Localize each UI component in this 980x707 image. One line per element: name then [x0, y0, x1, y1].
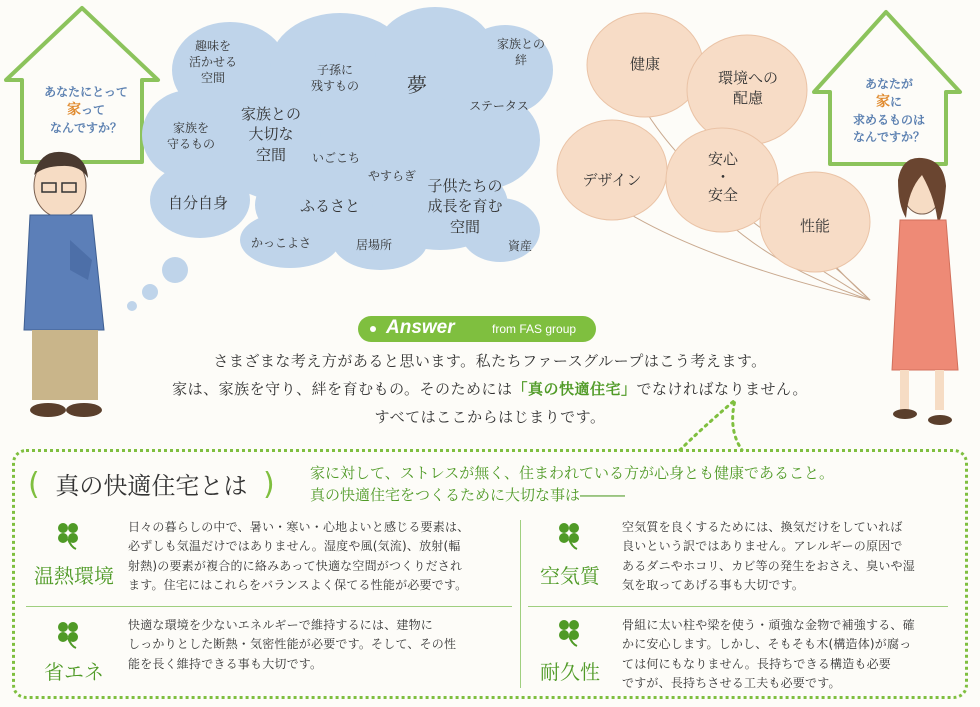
category-text-energy: 快適な環境を少ないエネルギーで維持するには、建物に しっかりとした断熱・気密性能が必要です。そして、その性 能を長く維持できる事も大切です。: [128, 618, 457, 671]
cloud-word-dream: 夢: [407, 73, 427, 97]
balloon-performance: 性能: [799, 217, 830, 235]
right-house-line4: なんですか？: [852, 130, 925, 145]
woman-figure: [892, 158, 958, 425]
grid-divider-v: [520, 520, 521, 688]
intro-line1: さまざまな考え方があると思います。私たちファースグループはこう考えます。: [213, 352, 767, 370]
right-house-highlight: 家: [875, 93, 890, 110]
section-title: [28, 466, 275, 502]
cloud-word-cool: かっこよさ: [250, 236, 311, 250]
cloud-word-asset: 資産: [507, 239, 532, 253]
balloon-design: デザイン: [582, 171, 642, 189]
cloud-word-family-space: 家族との 大切な 空間: [240, 105, 301, 164]
right-house-line3: 求めるものは: [852, 113, 925, 128]
right-house-question: [836, 76, 942, 146]
category-name-energy: 省エネ: [44, 660, 104, 684]
balloon-health: 健康: [629, 55, 660, 73]
section-desc2: 真の快適住宅をつくるために大切な事は―――: [310, 486, 626, 504]
answer-label: Answer: [386, 317, 455, 338]
right-house-line2: に: [889, 94, 902, 109]
intro-line2: [170, 378, 810, 399]
answer-badge: [358, 316, 596, 342]
cloud-word-status: ステータス: [469, 99, 529, 113]
intro-line3: すべてはここからはじまりです。: [374, 408, 606, 426]
grid-divider-h-left: [26, 606, 512, 607]
left-house-highlight: 家: [66, 101, 81, 118]
cloud-word-self: 自分自身: [167, 194, 228, 212]
grid-divider-h-right: [528, 606, 948, 607]
title-close-paren: ): [263, 467, 275, 502]
man-figure: [24, 152, 104, 417]
answer-dot: [370, 326, 376, 332]
cloud-word-grandkids: 子孫に 残すもの: [310, 63, 359, 94]
cloud-word-hobby: 趣味を 活かせる 空間: [188, 39, 237, 86]
section-desc1: 家に対して、ストレスが無く、住まわれている方が心身とも健康であること。: [310, 464, 834, 482]
intro-line2-emphasis: 「真の快適住宅」: [512, 380, 637, 398]
category-text-air: 空気質を良くするためには、換気だけをしていれば 良いという訳ではありません。アレルギーの原因で あるダニやホコリ、カビ等の発生をおさえ、臭いや湿 気を取ってあげる事も大切です。: [622, 520, 915, 593]
section-title-text: 真の快適住宅とは: [55, 472, 248, 500]
category-name-durability: 耐久性: [540, 660, 600, 684]
answer-from: from FAS group: [492, 322, 577, 336]
category-name-thermal: 温熱環境: [34, 564, 114, 588]
left-house-line1: あなたにとって: [44, 85, 128, 99]
intro-line2-pre: 家は、家族を守り、絆を育むもの。そのためには: [172, 380, 513, 398]
cloud-word-children: 子供たちの 成長を育む 空間: [427, 177, 503, 236]
right-house-line1: あなたが: [864, 77, 913, 91]
cloud-word-protect: 家族を 守るもの: [166, 121, 215, 152]
cloud-word-calm: やすらぎ: [367, 169, 416, 183]
cloud-word-place: 居場所: [355, 238, 392, 252]
balloon-environment: 環境への 配慮: [717, 69, 778, 108]
title-open-paren: (: [28, 467, 40, 502]
balloon-safety: 安心 ・ 安全: [707, 150, 738, 204]
cloud-word-comfort: いごこち: [311, 151, 360, 165]
cloud-word-bond: 家族との 絆: [496, 37, 545, 68]
left-house-line3: なんですか？: [49, 121, 122, 136]
left-house-question: [30, 84, 142, 137]
cloud-word-hometown: ふるさと: [299, 197, 360, 215]
category-text-durability: 骨組に太い柱や梁を使う・頑強な金物で補強する、確 かに安心します。しかし、そもそも木(構造体)が腐っ ては何にもなりません。長持ちできる構造も必要 ですが、長持ちさせる工夫も必要です。: [622, 618, 915, 691]
category-name-air: 空気質: [540, 564, 600, 588]
intro-line2-post: でなければなりません。: [636, 380, 808, 398]
category-text-thermal: 日々の暮らしの中で、暑い・寒い・心地よいと感じる要素は、 必ずしも気温だけではありません。湿度や風(気流)、放射(輻 射熱)の要素が複合的に絡みあって快適な空間がつくりだされ ます。住宅にはこれらをバランスよく保てる性能が必要です。: [128, 520, 470, 593]
left-house-line2: って: [80, 102, 105, 117]
